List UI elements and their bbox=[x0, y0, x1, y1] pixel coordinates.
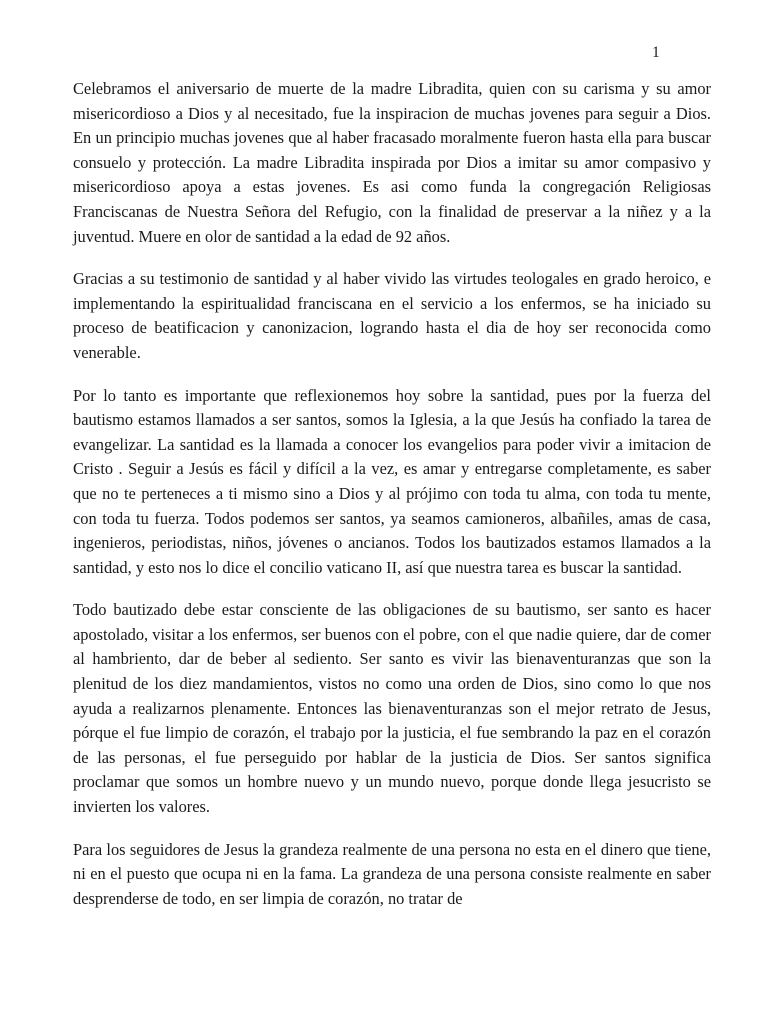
page-number: 1 bbox=[652, 44, 660, 61]
paragraph-celebration: Celebramos el aniversario de muerte de la madre Libradita, quien con su carisma y su amor misericordioso a Dios y al necesitado, fue la inspiracion de muchas jovenes para seguir a Dios. En un principio muchas jovenes que al haber fracasado moralmente fueron hasta ella para buscar consuelo y protección. La madre Libradita inspirada por Dios a imitar su amor compasivo y misericordioso apoya a estas jovenes. Es asi como funda la congregación Religiosas Franciscanas de Nuestra Señora del Refugio, con la finalidad de preservar a la niñez y a la juventud. Muere en olor de santidad a la edad de 92 años. bbox=[73, 79, 711, 246]
document-body bbox=[73, 77, 711, 911]
paragraph-holiness: Por lo tanto es importante que reflexionemos hoy sobre la santidad, pues por la fuerza del bautismo estamos llamados a ser santos, somos la Iglesia, a la que Jesús ha confiado la tarea de evangelizar. La santidad es la llamada a conocer los evangelios para poder vivir a imitacion de Cristo . Seguir a Jesús es fácil y difícil a la vez, es amar y entregarse completamente, es saber que no te perteneces a ti mismo sino a Dios y al prójimo con toda tu alma, con toda tu mente, con toda tu fuerza. Todos podemos ser santos, ya seamos camioneros, albañiles, amas de casa, ingenieros, periodistas, niños, jóvenes o ancianos. Todos los bautizados estamos llamados a la santidad, y esto nos lo dice el concilio vaticano II, así que nuestra tarea es buscar la santidad. bbox=[73, 385, 711, 577]
paragraph-greatness: Para los seguidores de Jesus la grandeza realmente de una persona no esta en el dinero que tiene, ni en el puesto que ocupa ni en la fama. La grandeza de una persona consiste realmente en saber desprenderse de todo, en ser limpia de corazón, no tratar de bbox=[73, 839, 711, 908]
paragraph-baptism: Todo bautizado debe estar consciente de las obligaciones de su bautismo, ser santo es hacer apostolado, visitar a los enfermos, ser buenos con el pobre, con el que nadie quiere, dar de comer al hambriento, dar de beber al sediento. Ser santo es vivir las bienaventuranzas que son la plenitud de los diez mandamientos, vistos no como una orden de Dios, sino como lo que nos ayuda a realizarnos plenamente. Entonces las bienaventuranzas son el mejor retrato de Jesus, pórque el fue limpio de corazón, el trabajo por la justicia, el fue sembrando la paz en el corazón de las personas, el fue perseguido por hablar de la justicia de Dios. Ser santos significa proclamar que somos un hombre nuevo y un mundo nuevo, porque donde llega jesucristo se invierten los valores. bbox=[73, 600, 711, 817]
paragraph-testimony: Gracias a su testimonio de santidad y al haber vivido las virtudes teologales en grado heroico, e implementando la espiritualidad franciscana en el servicio a los enfermos, se ha iniciado su proceso de beatificacion y canonizacion, logrando hasta el dia de hoy ser reconocida como venerable. bbox=[73, 269, 711, 362]
